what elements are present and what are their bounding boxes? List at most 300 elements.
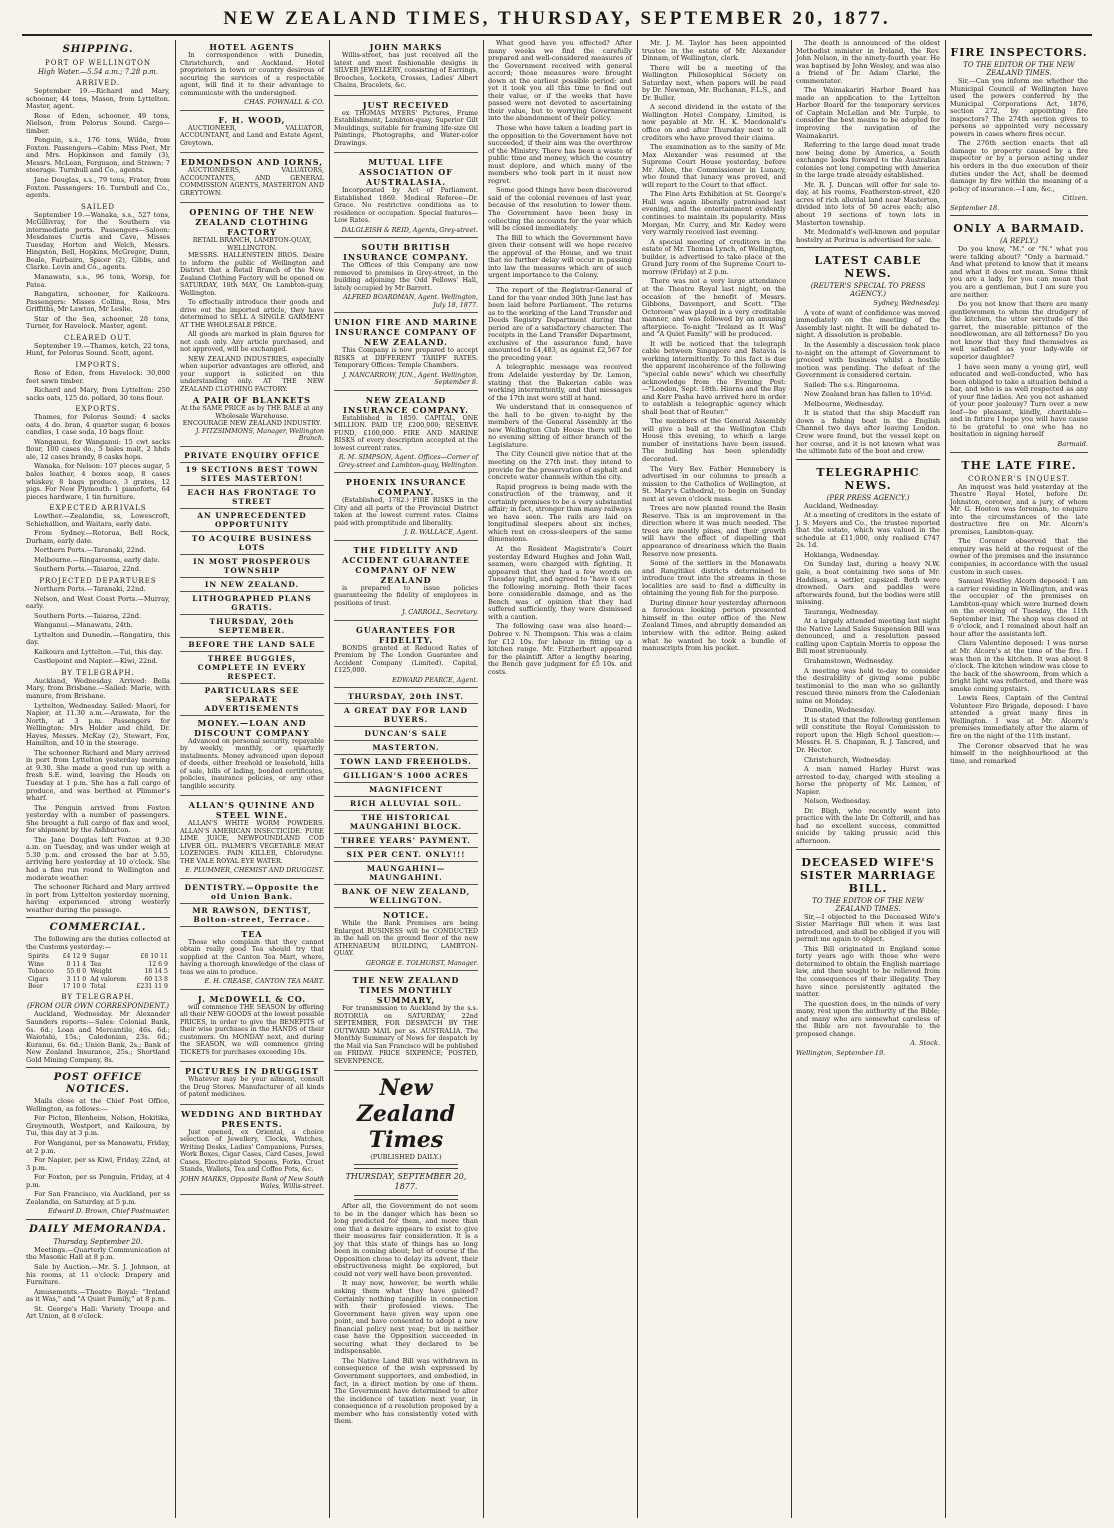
- paragraph: Rose of Eden, schooner, 49 tons, Nielson, from Pelorus Sound. Cargo—timber.: [26, 111, 170, 135]
- mcdowell-ad: [180, 992, 324, 1063]
- paragraph: September 19.—Wanaka, s.s., 527 tons, McGillivray, for the Southern via intermediate ports. Passengers—Saloon: Mesdames Curtis and Cave, Misses Tuesday, Horton and Welch, Messrs. Hingston, Bell, Hopkins, McGregor, Dunn, Beale, Fairbairn, Spicer (2), Gibbs, and Clarke. Levin and Co., agents.: [26, 210, 170, 272]
- paragraph: It may now, however, be worth while asking them what they have gained? Certainly nothing tangible in connection with their professed views. The Government have given way upon one point, and have consented to adopt a new financial policy next year; but in neither case have the Opposition succeeded in securing what they declared to be indispensable.: [334, 1279, 478, 1356]
- short-ad-group: [180, 449, 324, 716]
- paragraph: Sailed: The s.s. Ringarooma.: [804, 380, 900, 389]
- presents-ad: [180, 1107, 324, 1195]
- table-cell: Ad valorem: [90, 975, 127, 983]
- paragraph: The death is announced of the oldest Methodist minister in Ireland, the Rev. John Nelson, in the ninety-fourth year. He was baptised by John Wesley, and was also a friend of Dr. Adam Clarke, the commentator.: [796, 40, 940, 85]
- paragraph: Wanganui.—Manawatu, 24th.: [34, 621, 133, 630]
- paragraph: A man named Harley Hurst was arrested to-day, charged with stealing a horse the property of Mr. Lemon, of Napier.: [796, 765, 940, 796]
- subheading: EXPORTS.: [75, 405, 121, 414]
- subheading: PORT OF WELLINGTON: [45, 59, 151, 67]
- ad-body: This Company is now prepared to accept RISKS at DIFFERENT TARIFF RATES. Temporary Offices: Temple Chambers.: [334, 346, 478, 369]
- byline: TO THE EDITOR OF THE NEW ZEALAND TIMES.: [963, 61, 1075, 77]
- paragraph: On Sunday last, during a heavy N.W. gale, a boat containing two sons of Mr. Haddison, a settler, capsized. Both were drowned. Oars and paddles were afterwards found, but the bodies were still missing.: [796, 560, 940, 607]
- paragraph: Nelson, Wednesday.: [804, 797, 871, 806]
- paragraph: The Coroner observed that the enquiry was held at the request of the owner of the premises and the insurance companies, in accordance with the usual custom in such cases.: [950, 537, 1088, 576]
- paragraph: A special meeting of creditors in the estate of Mr. Thomas Lynch, of Wellington, builder, is advertised to take place at the Grand Jury room of the Supreme Court to-morrow (Friday) at 2 p.m.: [642, 237, 786, 276]
- cleared-list: [26, 343, 170, 358]
- ad-body: Just opened, ex Oriental, a choice selection of Jewellery, Clocks, Watches, Writing Desks, Ladies' Companions, Purses, Work Boxes, Cigar Cases, Card Cases, Jewel Cases, Electro-plated Spoons, Forks, Cruet Stands, Wallets, Tea and Coffee Pots, &c.: [180, 1127, 324, 1173]
- subheading: SAILED: [81, 202, 115, 211]
- divider: [26, 1219, 170, 1220]
- byline: (A REPLY.): [1000, 237, 1038, 246]
- paragraph: Kaikoura and Lyttelton.—Tui, this day.: [34, 647, 163, 656]
- cable-paras: [796, 310, 940, 456]
- classified-ad: DENTISTRY.—Opposite the old Union Bank.: [180, 881, 324, 904]
- pictures-ad: [180, 1064, 324, 1105]
- paragraph: Southern Ports.—Taiaroa, 22nd.: [34, 565, 142, 574]
- paragraph: Tauranga, Wednesday.: [804, 607, 879, 616]
- section-heading: SHIPPING.: [62, 44, 134, 55]
- paragraph: A meeting was held to-day to consider the desirability of giving some public testimonial to the man who so gallantly rescued three miners from the Caledonian mine on Monday.: [796, 666, 940, 705]
- paragraph: Clara Valentine deposed: I was nurse at Mr. Alcorn's at the time of the fire. I was then in the kitchen. It was about 8 o'clock. The kitchen window was close to the back of the showroom, from which a bright light was reflected, and there was smoke coming upstairs.: [950, 639, 1088, 693]
- paragraph: Wanganui, for Wanganui: 15 cwt sacks flour, 100 cases do., 5 bales malt, 2 hhds ale, 12 cases brandy, 8 casks hops.: [26, 437, 170, 461]
- classified-ad: BEFORE THE LAND SALE: [180, 638, 324, 652]
- clothing-paras: [180, 252, 324, 393]
- paragraph: The schooner Richard and Mary arrived in port from Lyttelton yesterday morning at 9.30. She made a good run up with a fresh S.E. wind, leaving the Heads on Tuesday at 1 p.m. She has a full cargo of produce, and was berthed at Plimmer's wharf.: [26, 748, 170, 803]
- paragraph: Nelson, and West Coast Ports.—Murray, early.: [26, 594, 170, 611]
- advertisement: [334, 98, 478, 154]
- paragraph: The Waimakariri Harbor Board has made an application to the Lyttelton Harbor Board for the temporary services of Captain McLellan and Mr. Turple, to consider the best means to be adopted for improving the navigation of the Waimakariri.: [796, 86, 940, 140]
- signature: Citizen.: [1062, 194, 1088, 203]
- departures-list: [26, 586, 170, 666]
- dateline: September 18.: [950, 203, 1000, 212]
- advertisement: [180, 113, 324, 154]
- advertisement: [334, 393, 478, 474]
- advertisement: [334, 155, 478, 238]
- classified-ad: TOWN LAND FREEHOLDS.: [334, 755, 478, 769]
- table-cell: 55 8 0: [66, 968, 87, 976]
- paragraph: Mr. Mcdonald's well-known and popular hostelry at Porirua is advertised for sale.: [796, 228, 940, 244]
- paragraph: This Bill originated in England some forty years ago with those who were determined to obtain the English marriage law, and then sought to be relieved from the consequences of their illegality. They have since persistently agitated the matter.: [796, 944, 940, 999]
- classified-ad: DUNCAN'S SALE: [334, 727, 478, 741]
- paragraph: September 19.—Thames, ketch, 22 tons, Hunt, for Pelorus Sound. Scott, agent.: [26, 341, 170, 358]
- paragraph: A vote of want of confidence was moved immediately on the meeting of the Assembly last night. It will be debated to-night. A dissolution is probable.: [796, 308, 940, 340]
- table-row: [26, 983, 170, 990]
- ad-signature: E. H. CREASE, CANTON TEA MART.: [204, 977, 324, 985]
- classified-ad: PARTICULARS SEE SEPARATE ADVERTISEMENTS: [180, 684, 324, 716]
- ad-signature: GEORGE E. TOLHURST, Manager.: [365, 958, 478, 967]
- ad-signature: E. PLUMMER, CHEMIST AND DRUGGIST.: [185, 866, 324, 874]
- inquest-paras: [950, 484, 1088, 766]
- news-items: [796, 40, 940, 244]
- divider: [950, 452, 1088, 453]
- classified-ad: PRIVATE ENQUIRY OFFICE: [180, 449, 324, 463]
- paragraph: For Foxton, per ss Penguin, Friday, at 4 p.m.: [26, 1173, 170, 1189]
- ad-body: Whatever may be your ailment, consult the Drug Stores. Manufacturer of all kinds of patent medicines.: [180, 1075, 324, 1098]
- ad-body: ALLAN'S WHITE WORM POWDERS. ALLAN'S AMERICAN INSECTICIDE. PURE LIME JUICE, NEWFOUNDLAND COD LIVER OIL. PALMER'S VEGETABLE MEAT LOZENGES. PAIN KILLER, Chlorodyne. THE VALE ROYAL EYE WATER.: [180, 819, 324, 865]
- section-heading: POST OFFICE NOTICES.: [53, 1072, 143, 1096]
- paragraph: The Coroner observed that he was himself in the neighbourhood at the time, and remarked: [950, 741, 1088, 765]
- dentist-ads: [180, 881, 324, 927]
- paragraph: Do you know, "M." or "N." what you were talking about? "Only a barmaid." And what pretend to know that it means and what it does not mean. Some think you are a lady, for you can mean that you are a gentleman, but I am sure you are neither.: [950, 245, 1088, 299]
- leader-paras: [334, 1203, 478, 1426]
- paragraph: Penguin, s.s., 176 tons, Wilde, from Foxton. Passengers—Cabin: Miss Peet, Mr and Mrs. Hopkinson and family (3), Messrs. McLean, Ferguson, and Strawn; 7 steerage. Turnbull and Co., agents.: [26, 136, 170, 175]
- paragraph: An inquest was held yesterday at the Theatre Royal Hotel, before Dr. Johnston, coroner, and a jury, of whom Mr. G. Hooton was foreman, to enquire into the circumstances of the late destructive fire on Mr. Alcorn's premises, Lambton-quay.: [950, 482, 1088, 536]
- expected-list: [26, 513, 170, 574]
- ad-title: TEA: [241, 928, 263, 939]
- section-heading: DECEASED WIFE'S SISTER MARRIAGE BILL.: [799, 855, 937, 895]
- divider: [950, 215, 1088, 216]
- byline: (FROM OUR OWN CORRESPONDENT.): [27, 1002, 169, 1011]
- table-cell: £231 11 9: [136, 983, 168, 991]
- paragraph: At a largely attended meeting last night the Native Land Sales Suspension Bill was denounced, and a resolution passed calling upon Captain Morris to oppose the Bill most strenuously.: [796, 617, 940, 656]
- leader-paras: [488, 40, 632, 280]
- paragraph: Northern Ports.—Taranaki, 22nd.: [34, 546, 146, 555]
- ad-signature: ALFRED BOARDMAN, Agent. Wellington, July 18, 1877.: [343, 293, 478, 309]
- ad-title: JOHN MARKS: [369, 42, 443, 52]
- ad-line: At the SAME PRICE as by THE BALE at any Wholesale Warehouse.: [180, 404, 324, 420]
- news-item: We understand that in consequence of the hall to be given to-night by the members of the General Assembly at the new Wellington Club House there will be no evening sitting of either branch of the Legislature.: [488, 403, 632, 449]
- memo-list: [26, 1247, 170, 1321]
- divider: [796, 247, 940, 248]
- clothing-ad: [180, 205, 324, 447]
- divider: [354, 1164, 458, 1169]
- news-item: The following case was also heard:—Dobree v. N. Thompson. This was a claim for £12 10s. for labour in fitting up a kitchen range. Mr. Fitzherbert appeared for the plaintiff. After a lengthy hearing, the Bench gave judgment for £5 10s. and costs.: [488, 622, 632, 676]
- paragraph: Melbourne, Wednesday.: [804, 399, 884, 408]
- paragraph: The members of the General Assembly will give a ball at the Wellington Club House this evening, to which a large number of invitations have been issued. The building has been splendidly decorated.: [642, 417, 786, 463]
- section-heading: ONLY A BARMAID.: [953, 222, 1085, 236]
- letter-paras: [950, 246, 1088, 439]
- ad-body: BONDS granted at Reduced Rates of Premium by The London Guarantee and Accident Company (Limited). Capital, £125,000.: [334, 643, 478, 674]
- paragraph: Southern Ports.—Taiaroa, 22nd.: [34, 611, 142, 620]
- paragraph: The 276th section enacts that all damage to property caused by a fire inspector or by a person acting under his orders in the due execution of their duties under the Act, shall be deemed damage by fire within the meaning of a policy of insurance.—I am, &c.,: [950, 139, 1088, 193]
- paragraph: The examination as to the sanity of Mr. Max Alexander was resumed at the Supreme Court House yesterday, before Mr. Allen, the Commissioner in Lunacy, who found that lunacy was proved, and will report to the Court to that effect.: [642, 143, 786, 189]
- classified-ad: AN UNPRECEDENTED OPPORTUNITY: [180, 509, 324, 532]
- classified-ad: IN NEW ZEALAND.: [180, 578, 324, 592]
- table-cell: 60 13 8: [144, 975, 168, 983]
- letter-paras: [796, 914, 940, 1039]
- paragraph: The Fine Arts Exhibition at St. George's Hall was again liberally patronised last evening, and the entertainment evidently continues to maintain its popularity. Miss Morgan, Mr. Curry, and Mr. Kedey were very warmly received last evening.: [642, 190, 786, 237]
- classified-ad: SIX PER CENT. ONLY!!!: [334, 848, 478, 862]
- column-shipping: [22, 40, 174, 1518]
- paragraph: The question does, in the minds of very many, rest upon the authority of the Bible; and many who are somewhat careless of the Bible are not favourable to the proposed change.: [796, 999, 940, 1038]
- post-list: [26, 1098, 170, 1206]
- divider: [354, 1195, 458, 1200]
- paragraph: There was not a very large attendance at the Theatre Royal last night, on the occasion of the benefit of Messrs. Gibbons, Davenport, and Scott. "The Octoroon" was played in a very creditable manner, and was followed by an amusing afterpiece. To-night "Ireland as It Was" and "A Quiet Family" will be produced.: [642, 277, 786, 339]
- paragraph: What good have you effected? After many weeks we find the carefully prepared and well-considered measures of the Government received with general accord; those measures were brought down at the earliest possible period; and yet it took you all this time to find out their value, or if the weeks that have passed were not devoted to ascertaining their value, but to worrying Government into the abandonment of their policy.: [488, 40, 632, 123]
- paragraph: St. George's Hall: Variety Troupe and Art Union, at 8 o'clock.: [26, 1304, 170, 1321]
- column-ads-2: [330, 40, 482, 1518]
- table-row: [26, 976, 170, 983]
- ad-signature: J. FITZSIMMONS, Manager, Wellington Branch.: [195, 426, 324, 442]
- ad-body: Those who complain that they cannot obtain really good Tea should try that supplied at the Canton Tea Mart, where, having a thorough knowledge of the class of teas we aim to produce.: [180, 937, 324, 976]
- paragraph: Dr. Bligh, who recently went into practice with the late Dr. Cotterill, and has had no excellent success, committed suicide by taking prussic acid this afternoon.: [796, 806, 940, 846]
- ad-body: (Established, 1782.) FIRE RISKS in the City and all parts of the Provincial District taken at the lowest current rates. Claims paid with promptitude and liberality.: [334, 496, 478, 527]
- paragraph: Mr. J. M. Taylor has been appointed trustee in the estate of Mr. Alexander Dinnam, of Wellington, clerk.: [642, 40, 786, 63]
- paragraph: At a meeting of creditors in the estate of J. S. Meyers and Co., the trustee reported that the estate, which was valued in the schedule at £11,000, only realised £747 2s. 1d.: [796, 511, 940, 550]
- telegraph2-list: [26, 1011, 170, 1064]
- divider: [796, 849, 940, 850]
- paragraph: There will be a meeting of the Wellington Philosophical Society on Saturday next, when papers will be read by Dr. Newman, Mr. Buchanan, F.L.S., and Dr. Buller.: [642, 63, 786, 102]
- divider: [796, 459, 940, 460]
- paragraph: Samuel Westley Alcorn deposed: I am a carrier residing in Wellington, and was the occupier of the premises on Lambton-quay which were burned down on the evening of Tuesday, the 11th September inst. The shop was closed at 6 o'clock, and I remained about half an hour after the assistants left.: [950, 577, 1088, 638]
- divider: [488, 283, 632, 284]
- table-cell: 3 11 0: [66, 975, 87, 983]
- notice-ad: [334, 908, 478, 971]
- table-cell: Cigars: [28, 975, 49, 983]
- section-heading: FIRE INSPECTORS.: [950, 46, 1088, 59]
- telegraph-list: [26, 678, 170, 914]
- table-cell: Tobacco: [28, 968, 54, 976]
- advertisement: [334, 315, 478, 391]
- high-water: High Water.—5.54 a.m.; 7.28 p.m.: [37, 68, 159, 76]
- table-cell: Beer: [28, 983, 43, 991]
- paper-title: New Zealand Times: [356, 1075, 456, 1153]
- classified-ad: THE HISTORICAL MAUNGAHINI BLOCK.: [334, 811, 478, 834]
- memo-date: Thursday, September 20.: [53, 1237, 143, 1246]
- advertisement: [334, 240, 478, 313]
- paragraph: Rose of Eden, from Havelock: 30,000 feet sawn timber.: [26, 368, 170, 385]
- section-heading: THE LATE FIRE.: [961, 458, 1077, 472]
- local-news: [642, 40, 786, 653]
- imports-list: [26, 370, 170, 402]
- ad-signature: J. R. WALLACE, Agent.: [404, 528, 478, 536]
- ad-body: is prepared to issue policies guaranteeing the fidelity of employees in positions of trust.: [334, 583, 478, 607]
- subheading: IMPORTS.: [75, 360, 121, 369]
- byline: (PER PRESS AGENCY.): [826, 493, 910, 502]
- paragraph: MESSRS. HALLENSTEIN BROS. Desire to inform the public of Wellington and District that a Retail Branch of the New Zealand Clothing Factory will be opened on SATURDAY, 18th MAY, On Lambton-quay, Wellington.: [180, 251, 324, 297]
- paragraph: Auckland, Wednesday. Mr Alexander Saunders reports:—Sales: Colonial Bank, 6s. 6d.; Loan and Mercantile, 46s. 6d.; Waiotahi, 15s.; Caledonian, 23s. 6d.; Kuranui, 6s. 6d.; Union Bank, 2s.; Bank of New Zealand Insurance, 25s.; Shortland Gold Mining Company, 8s.: [26, 1010, 170, 1064]
- paragraph: For San Francisco, via Auckland, per ss Zealandia, on Saturday, at 5 p.m.: [26, 1190, 170, 1206]
- paragraph: Sale by Auction.—Mr. S. J. Johnson, at his rooms, at 11 o'clock: Drapery and Furniture.: [26, 1263, 170, 1287]
- signature: Edward D. Brown, Chief Postmaster.: [47, 1207, 170, 1216]
- ad-title: MUTUAL LIFE ASSOCIATION OF AUSTRALASIA.: [359, 157, 453, 187]
- ad-subtitle: RETAIL BRANCH, LAMBTON-QUAY, WELLINGTON.: [192, 236, 312, 252]
- paragraph: Lewis Rees, Captain of the Central Volunteer Fire Brigade, deposed: I have attended a great many fires in Wellington. I was at Mr. Alcorn's premises immediately after the alarm of fire on the night of the 11th instant.: [950, 694, 1088, 741]
- ad-title: THE NEW ZEALAND TIMES MONTHLY SUMMARY,: [352, 975, 460, 1005]
- chemist-ad: [180, 798, 324, 879]
- paragraph: Lyttelton and Dunedin.—Rangatira, this day.: [26, 630, 170, 647]
- subheading: EXPECTED ARRIVALS: [49, 504, 147, 513]
- ad-title: J. McDOWELL & CO.: [197, 993, 307, 1004]
- paragraph: I have seen many a young girl, well educated and well-conducted, who has been obliged to take a situation behind a bar, and who is as well respected as any of your fine ladies. Are you not ashamed of your poor jealousy? Turn over a new leaf—be pleasant, kindly, charitable—and in future I hope you will have cause to be grateful to one who has no hesitation in signing herself: [950, 362, 1088, 439]
- signature: A. Stock.: [910, 1039, 940, 1048]
- ad-title: NOTICE.: [382, 910, 430, 920]
- paragraph: Some good things have been discovered said of the colonial revenues of last year, because of the resolution to lower them. The Government have been busy in collecting the accounts for the year which will be closed immediately.: [488, 186, 632, 233]
- ad-title: OPENING OF THE NEW ZEALAND CLOTHING FACTORY: [189, 207, 315, 237]
- letter-paras: [950, 78, 1088, 193]
- sailed-list: [26, 212, 170, 331]
- paragraph: Melbourne.—Ringarooma, early date.: [34, 555, 160, 564]
- ad-body: Advanced on personal security, repayable by weekly, monthly, or quarterly instalments. Money advanced upon deposit of deeds, either freehold or leasehold, bills of sale, bills of lading, bonded certificates, policies, insurance policies, or any other tangible security.: [180, 736, 324, 790]
- table-cell: 18 14 5: [144, 968, 168, 976]
- dateline: Wellington, September 19.: [796, 1048, 886, 1057]
- money-ad: [180, 716, 324, 797]
- classified-ad: EACH HAS FRONTAGE TO STREET: [180, 486, 324, 509]
- paragraph: Rangatira, schooner, for Kaikoura. Passengers: Misses Collins, Ross, Mrs Griffiths, Mr Lawton, Mr Leslie.: [26, 290, 170, 314]
- advertisement: [334, 543, 478, 621]
- ad-body: AUCTIONEER, VALUATOR, ACCOUNTANT, and Land and Estate Agent, Greytown.: [180, 123, 324, 147]
- paragraph: It will be noticed that the telegraph cable between Singapore and Batavia is working intermittently. To this fact is due the apparent incoherence of the following "special cable news" which we cheerfully acknowledge from the Evening Post:—"London, Sept. 18th. Hiorns and the Bay and Kerr Pasha have arrived here in order to establish a telegraphic agency which shall beat that of Reuter.": [642, 339, 786, 416]
- classified-ad: THREE BUGGIES, COMPLETE IN EVERY RESPECT.: [180, 652, 324, 684]
- ad-group: [180, 40, 324, 203]
- classified-ad: A GREAT DAY FOR LAND BUYERS.: [334, 704, 478, 727]
- paragraph: Lowther.—Zealandia, ss, Lowescroft, Schiehallion, and Waitara, early date.: [26, 512, 170, 528]
- land-ads: [334, 690, 478, 908]
- paragraph: The Bill to which the Government have given their consent will we hope receive the approval of the House, and we trust that no further delay will occur in passing into law the measures which are of such urgent importance to the Colony.: [488, 233, 632, 280]
- ad-title: THE FIDELITY AND ACCIDENT GUARANTEE COMPANY OF NEW ZEALAND: [342, 544, 470, 585]
- paragraph: Sir,—Can you inform me whether the Municipal Council of Wellington have used the powers conferred by the Municipal Corporations Act, 1876, section 272, by appointing fire inspectors? The 274th section gives to persons so appointed very necessary powers in cases where fires occur.: [950, 77, 1088, 138]
- classified-ad: MASTERTON.: [334, 741, 478, 755]
- paragraph: The Native Land Bill was withdrawn in consequence of the wish expressed by Government supporters, and embodied, in fact, in a direct motion by one of them. The Government have determined to alter the incidence of taxation next year, in consequence of a resolution proposed by a member who has consistently voted with them.: [334, 1356, 478, 1426]
- subheading: BY TELEGRAPH.: [61, 993, 135, 1002]
- table-cell: Sugar: [90, 953, 110, 961]
- ad-title: PICTURES IN DRUGGIST: [185, 1066, 319, 1076]
- paragraph: The schooner Richard and Mary arrived in port from Lyttelton yesterday morning, having experienced strong westerly weather during the passage.: [26, 883, 170, 914]
- table-cell: Spirits: [28, 953, 49, 961]
- paragraph: For Wanganui, per ss Manawatu, Friday, at 2 p.m.: [26, 1139, 170, 1155]
- signature: Barmaid.: [1057, 439, 1088, 448]
- table-cell: 17 10 0: [62, 983, 87, 991]
- paragraph: Castlepoint and Napier.—Kiwi, 22nd.: [34, 657, 158, 666]
- paragraph: It is stated that the following gentlemen will constitute the Royal Commission to report upon the High School question:—Messrs. H. S. Chapman, R. J. Tancred, and Dr. Hector.: [796, 715, 940, 755]
- ad-title: F. H. WOOD,: [218, 114, 286, 125]
- column-telegrams: [792, 40, 944, 1518]
- ad-body: Incorporated by Act of Parliament. Established 1869. Medical Referee—Dr. Grace. No restrictive conditions as to residence or occupation. Special features—Low Rates.: [334, 186, 478, 224]
- paragraph: Thames, for Pelorus Sound: 4 sacks oats, 4 do. bran, 4 quarter sugar, 6 boxes candles, 1 case soda, 10 bags flour.: [26, 413, 170, 437]
- classified-ad: 19 SECTIONS BEST TOWN SITES MASTERTON!: [180, 463, 324, 486]
- column-letters: [946, 40, 1092, 1518]
- section-heading: TELEGRAPHIC NEWS.: [816, 465, 920, 492]
- classified-ad: THURSDAY, 20th INST.: [334, 690, 478, 704]
- paragraph: The Penguin arrived from Foxton yesterday with a number of passengers. She brought a full cargo of flax and wool, for shipment by the Ashburton.: [26, 803, 170, 835]
- paragraph: The Very Rev. Father Hennebery is advertised in our columns to preach a mission to the Catholics of Wellington, at St. Mary's Cathedral, to begin on Sunday next at seven o'clock mass.: [642, 464, 786, 503]
- ad-title: GUARANTEES FOR FIDELITY.: [356, 624, 456, 645]
- column-ads-1: [176, 40, 328, 1518]
- classified-ad: THREE YEARS' PAYMENT.: [334, 834, 478, 848]
- paragraph: In the Assembly a discussion took place to-night on the attempt of Government to proceed with business whilst a hostile motion was pending. The defeat of the Government is considered certain.: [796, 340, 940, 380]
- byline: (REUTER'S SPECIAL TO PRESS AGENCY.): [810, 282, 926, 299]
- classified-ad: IN MOST PROSPEROUS TOWNSHIP: [180, 555, 324, 578]
- paragraph: Hokianga, Wednesday.: [804, 550, 880, 559]
- paragraph: Auckland, Wednesday.: [804, 501, 879, 510]
- paragraph: The Jane Douglas left Foxton at 9.30 a.m. on Tuesday, and was under weigh at 5.30 p.m. and crossed the bar at 5.55, arriving here yesterday at 10 o'clock. She had a fine run round to Wellington and moderate weather.: [26, 835, 170, 882]
- paragraph: Those who have taken a leading part in the opposition to the Government have not succeeded, if their aim was the overthrow of the Ministry. There has been a waste of public time and money, which the country must deplore, and which many of the members who took part in it must now regret.: [488, 124, 632, 185]
- ad-title: PHOENIX INSURANCE COMPANY.: [345, 477, 467, 497]
- subheading: ARRIVED.: [75, 79, 121, 87]
- paragraph: New Zealand bran has fallen to 10½d.: [804, 390, 933, 399]
- paragraph: To effectually introduce their goods and drive out the imported article, they have determined to SELL A SINGLE GARMENT AT THE WHOLESALE PRICE.: [180, 298, 324, 329]
- subheading: BY TELEGRAPH.: [61, 668, 135, 677]
- paragraph: NEW ZEALAND INDUSTRIES, especially when superior advantages are offered, and your support is solicited on this understanding only. AT THE NEW ZEALAND CLOTHING FACTORY.: [180, 354, 324, 393]
- paragraph: Mr. R. J. Duncan will offer for sale to-day, at his rooms, Featherston-street, 420 acres of rich alluvial land near Masterton, divided into lots of 50 acres each; also about 19 sections of town lots in Masterton township.: [796, 180, 940, 227]
- ad-group: [334, 40, 478, 238]
- table-row: [26, 953, 170, 960]
- paragraph: Star of the Sea, schooner, 28 tons, Turner, for Havelock. Master, agent.: [26, 314, 170, 331]
- news-item: The City Council give notice that at the meeting on the 27th inst. they intend to provide for the preservation of asphalt and concrete water channels within the city.: [488, 450, 632, 482]
- advertisement: [334, 623, 478, 689]
- section-heading: COMMERCIAL.: [49, 922, 147, 934]
- ad-body: While the Bank Premises are being Enlarged BUSINESS will be CONDUCTED in the hall on the ground floor of the new ATHENAEUM BUILDING, LAMBTON-QUAY.: [334, 919, 478, 957]
- paragraph: Do you not know that there are many gentlewomen to whom the drudgery of the kitchen, the utter servitude of the garret, the miserable pittance of the needlewoman, are all bitterness? Do you not know that they find themselves as well satisfied as your lady-wife or superior daughter?: [950, 300, 1088, 361]
- subheading: CLEARED OUT.: [64, 333, 132, 342]
- section-heading: DAILY MEMORANDA.: [29, 1223, 167, 1235]
- advertisement: [334, 40, 478, 96]
- ad-line: ENCOURAGE NEW ZEALAND INDUSTRY.: [182, 419, 322, 427]
- paragraph: Jane Douglas, s.s., 79 tons, Frater, from Foxton. Passengers: 16. Turnbull and Co., agents.: [26, 176, 170, 200]
- paragraph: Grahamstown, Wednesday.: [804, 657, 894, 665]
- paragraph: Sir,—I objected to the Deceased Wife's Sister Marriage Bill when it was last introduced, and shall be obliged if you will permit me again to object.: [796, 912, 940, 944]
- ad-body: Established in 1859. CAPITAL, ONE MILLION. PAID UP, £200,000; RESERVE FUND, £100,000. FIRE AND MARINE RISKS of every description accepted at the lowest current rates.: [334, 413, 478, 452]
- paragraph: Some of the settlers in the Manawatu and Rangitikei districts determined to introduce trout into the streams in those localities are said to find a difficulty in obtaining the young fish for the purpose.: [642, 559, 786, 598]
- ad-title: WEDDING AND BIRTHDAY PRESENTS.: [181, 1108, 323, 1129]
- paragraph: Dunedin, Wednesday.: [804, 706, 876, 715]
- ad-title: SOUTH BRITISH INSURANCE COMPANY.: [343, 242, 469, 262]
- ad-title: HOTEL AGENTS: [209, 42, 295, 52]
- duties-table: [26, 953, 170, 990]
- table-cell: Total: [90, 983, 106, 991]
- divider: [26, 917, 170, 918]
- ad-body: For transmission to Auckland by the s.s. ROTORUA on SATURDAY, 22nd SEPTEMBER, FOR DESPATCH BY THE OUTWARD MAIL per ss. AUSTRALIA. The Monthly Summary of News for despatch by the Mail via San Francisco will be published on FRIDAY. PRICE SIXPENCE; POSTED, SEVENPENCE.: [334, 1004, 478, 1065]
- table-cell: 0 11 4: [66, 960, 87, 968]
- news-item: Rapid progress is being made with the construction of the tramway, and it certainly promises to be a very substantial affair; in fact, stronger than many railways we have seen. The rails are laid on longitudinal sleepers about six inches, which rest on cross-sleepers of the same dimensions.: [488, 482, 632, 544]
- section-heading: LATEST CABLE NEWS.: [814, 254, 922, 281]
- subheading: PROJECTED DEPARTURES: [39, 576, 157, 585]
- news-item: The report of the Registrar-General of Land for the year ended 30th June last has been laid before Parliament. The returns as to the working of the Land Transfer and Deeds Registry Department during that period are of a satisfactory character. The receipts in the Land Transfer Department, exclusive of the assurance fund, have amounted to £4,483, as against £2,567 for the preceding year.: [488, 285, 632, 362]
- paper-date: THURSDAY, SEPTEMBER 20, 1877.: [345, 1172, 467, 1191]
- paragraph: After all, the Government do not seem to be in the danger which has been so long predicted for them, and more than one that a desire appears to exist to give their measures fair consideration. It is a joy that this state of things has so long been in coming about; but of course if the Opposition chose to delay its advent, their obstructiveness might be explored, but could not very well have been prevented.: [334, 1202, 478, 1278]
- page-columns: [22, 40, 1092, 1520]
- byline: TO THE EDITOR OF THE NEW ZEALAND TIMES.: [812, 896, 924, 913]
- column-leader: [484, 40, 636, 1518]
- ad-body: ex THOMAS MYERS' Pictures, Frame Establishment, Lambton-quay, Superior Gilt Mouldings, suitable for framing life-size Oil Paintings, Photographs, and Water-color Drawings.: [334, 108, 478, 147]
- ad-signature: J. NANCARROW, JUN., Agent. Wellington, September 8.: [343, 370, 478, 386]
- paragraph: Wanaka, for Nelson: 107 pieces sugar, 5 bales leather, 4 boxes soap, 8 cases whiskey, 8 bags produce, 3 grates, 12 pigs. For New Plymouth: 1 pianoforte, 64 pieces hardware, 1 tin furniture.: [26, 462, 170, 501]
- advertisement: [180, 40, 324, 111]
- paragraph: Auckland, Wednesday. Arrived: Bella Mary, from Brisbane.—Sailed: Marie, with manure, from Brisbane.: [26, 676, 170, 700]
- paragraph: Richard and Mary, from Lyttelton: 250 sacks oats, 125 do. pollard, 30 tons flour.: [26, 386, 170, 402]
- table-cell: Wine: [28, 960, 44, 968]
- paragraph: Lyttelton, Wednesday. Sailed: Maori, for Napier, at 11.30 a.m.—Arawata, for the North, at 3 p.m. Passengers for Wellington: Mrs Holder and child, Dr. Hayes, Messrs. McKay (2), Stewart, Fox, Hamilton, and 10 in the steerage.: [26, 701, 170, 748]
- telegraph-paras: [796, 503, 940, 846]
- table-row: [26, 961, 170, 968]
- ad-body: AUCTIONEERS, VALUATORS, ACCOUNTANTS, AND GENERAL COMMISSION AGENTS, MASTERTON AND GREYTOWN.: [180, 166, 324, 197]
- table-cell: 12 6 9: [148, 960, 168, 968]
- masthead: NEW ZEALAND TIMES, THURSDAY, SEPTEMBER 20, 1877.: [22, 8, 1092, 36]
- ad-signature: DALGLEISH & REID, Agents, Grey-street.: [341, 225, 478, 234]
- table-cell: £4 12 9: [62, 953, 87, 961]
- classified-ad: LITHOGRAPHED PLANS GRATIS.: [180, 592, 324, 615]
- ad-signature: JOHN MARKS, Opposite Bank of New South Wales, Willis-street.: [180, 1174, 324, 1190]
- paragraph: For Picton, Blenheim, Nelson, Hokitika, Greymouth, Westport, and Kaikoura, by Tui, this day at 3 p.m.: [26, 1114, 170, 1138]
- paragraph: September 19.—Richard and Mary, schooner, 44 tons, Mason, from Lyttelton. Master, agent.: [26, 87, 170, 111]
- ad-signature: CHAS. FOWNALL & CO.: [244, 98, 324, 106]
- paragraph: Manawatu, s.s., 96 tons, Worsp, for Patea.: [26, 273, 170, 289]
- table-row: [26, 968, 170, 975]
- ad-body: In correspondence with Dunedin, Christchurch, and Auckland. Hotel proprietors in town or country desirous of securing the services of a respectable agent, will find it to their advantage to communicate with the undersigned.: [180, 51, 324, 97]
- ad-title: ALLAN'S QUININE AND STEEL WINE.: [188, 800, 316, 820]
- paragraph: Referring to the large dead meat trade now being done by America, a South exchange looks forward to the Australian colonies not long competing with America in the large trade already established.: [796, 141, 940, 180]
- paragraph: A second dividend in the estate of the Wellington Hotel Company, Limited, is now payable at Mr. H. K. Macdonald's office on and after Thursday next to all creditors who have proved their claims.: [642, 103, 786, 142]
- ad-title: EDMONDSON AND IORNS,: [180, 157, 324, 167]
- ad-title: MONEY.—LOAN AND DISCOUNT COMPANY: [194, 717, 310, 738]
- subheading: CORONER'S INQUEST.: [968, 474, 1070, 483]
- ad-signature: EDWARD PEARCE, Agent.: [392, 675, 478, 684]
- classified-ad: THURSDAY, 20th SEPTEMBER.: [180, 615, 324, 638]
- insurance-group: [334, 240, 478, 688]
- ad-signature: J. CARROLL, Secretary.: [402, 608, 478, 616]
- paragraph: For Napier, per ss Kiwi, Friday, 22nd, at 3 p.m.: [26, 1156, 170, 1172]
- table-cell: £8 10 11: [140, 953, 168, 961]
- classified-ad: TO ACQUIRE BUSINESS LOTS: [180, 532, 324, 555]
- table-cell: Weight: [90, 968, 113, 976]
- paragraph: Meetings.—Quarterly Communication at the Masonic Hall at 8 p.m.: [26, 1245, 170, 1262]
- paragraph: Amusements.—Theatre Royal: "Ireland as it Was," and "A Quiet Family," at 8 p.m.: [26, 1287, 170, 1304]
- classified-ad: RICH ALLUVIAL SOIL.: [334, 797, 478, 811]
- paragraph: All goods are marked in plain figures for net cash only. Any article purchased, and not approved, will be exchanged.: [180, 330, 324, 353]
- news-item: At the Resident Magistrate's Court yesterday Edward Hughes and John Wall, seamen, were charged with fighting. It appeared that they had a few words on Tuesday night, and agreed to "have it out" the following morning. Both their faces bore considerable damage, and as the Bench was of opinion that they had suffered sufficiently, they were dismissed with a caution.: [488, 545, 632, 621]
